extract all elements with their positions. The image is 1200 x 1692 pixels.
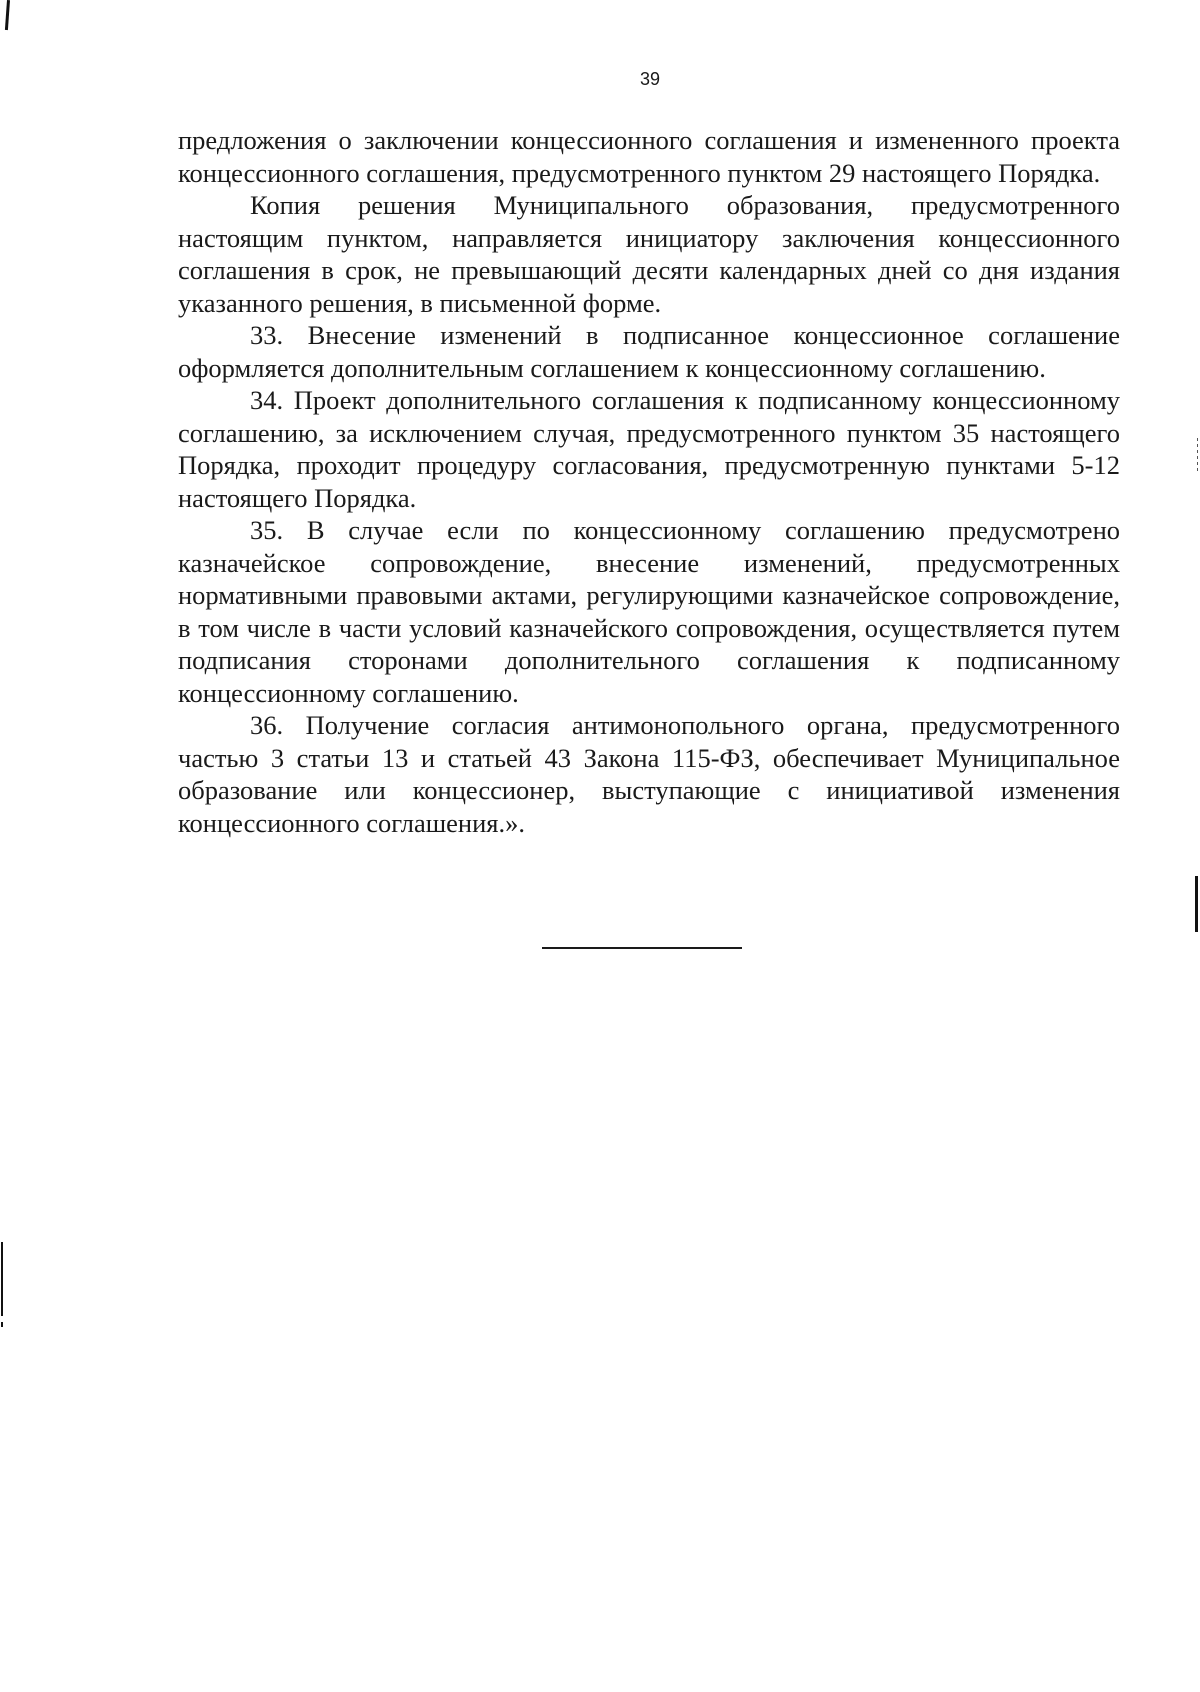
paragraph-decision-copy: Копия решения Муниципального образования, предусмотренного настоящим пунктом, направляется инициатору заключения концессионного соглашения в срок, не превышающий десяти календарных дней со дня издания указанного решения, в письменной форме. — [178, 190, 1120, 318]
paragraph-item-34: 34. Проект дополнительного соглашения к подписанному концессионному соглашению, за исключением случая, предусмотренного пунктом 35 настоящего Порядка, проходит процедуру согласования, предусмотренную пунктами 5-12 настоящего Порядка. — [178, 385, 1120, 513]
scan-artifact-mark — [1, 1242, 3, 1316]
document-body — [178, 124, 1120, 839]
paragraph-item-33: 33. Внесение изменений в подписанное концессионное соглашение оформляется дополнительным соглашением к концессионному соглашению. — [178, 320, 1120, 383]
scan-artifact-mark — [1, 1322, 3, 1327]
scan-artifact-dots — [1197, 438, 1198, 472]
paragraph-continuation: предложения о заключении концессионного соглашения и измененного проекта концессионного соглашения, предусмотренного пунктом 29 настоящего Порядка. — [178, 125, 1120, 188]
paragraph-item-36: 36. Получение согласия антимонопольного органа, предусмотренного частью 3 статьи 13 и статьей 43 Закона 115-ФЗ, обеспечивает Муниципальное образование или концессионер, выступающие с инициативой изменения концессионного соглашения.». — [178, 710, 1120, 838]
end-divider-line — [542, 947, 742, 949]
scan-artifact-mark — [1195, 876, 1198, 932]
scan-artifact-mark — [5, 0, 10, 30]
paragraph-item-35: 35. В случае если по концессионному соглашению предусмотрено казначейское сопровождение, внесение изменений, предусмотренных нормативными правовыми актами, регулирующими казначейское сопровождение, в том числе в части условий казначейского сопровождения, осуществляется путем подписания сторонами дополнительного соглашения к подписанному концессионному соглашению. — [178, 515, 1120, 708]
page-number: 39 — [639, 69, 661, 89]
